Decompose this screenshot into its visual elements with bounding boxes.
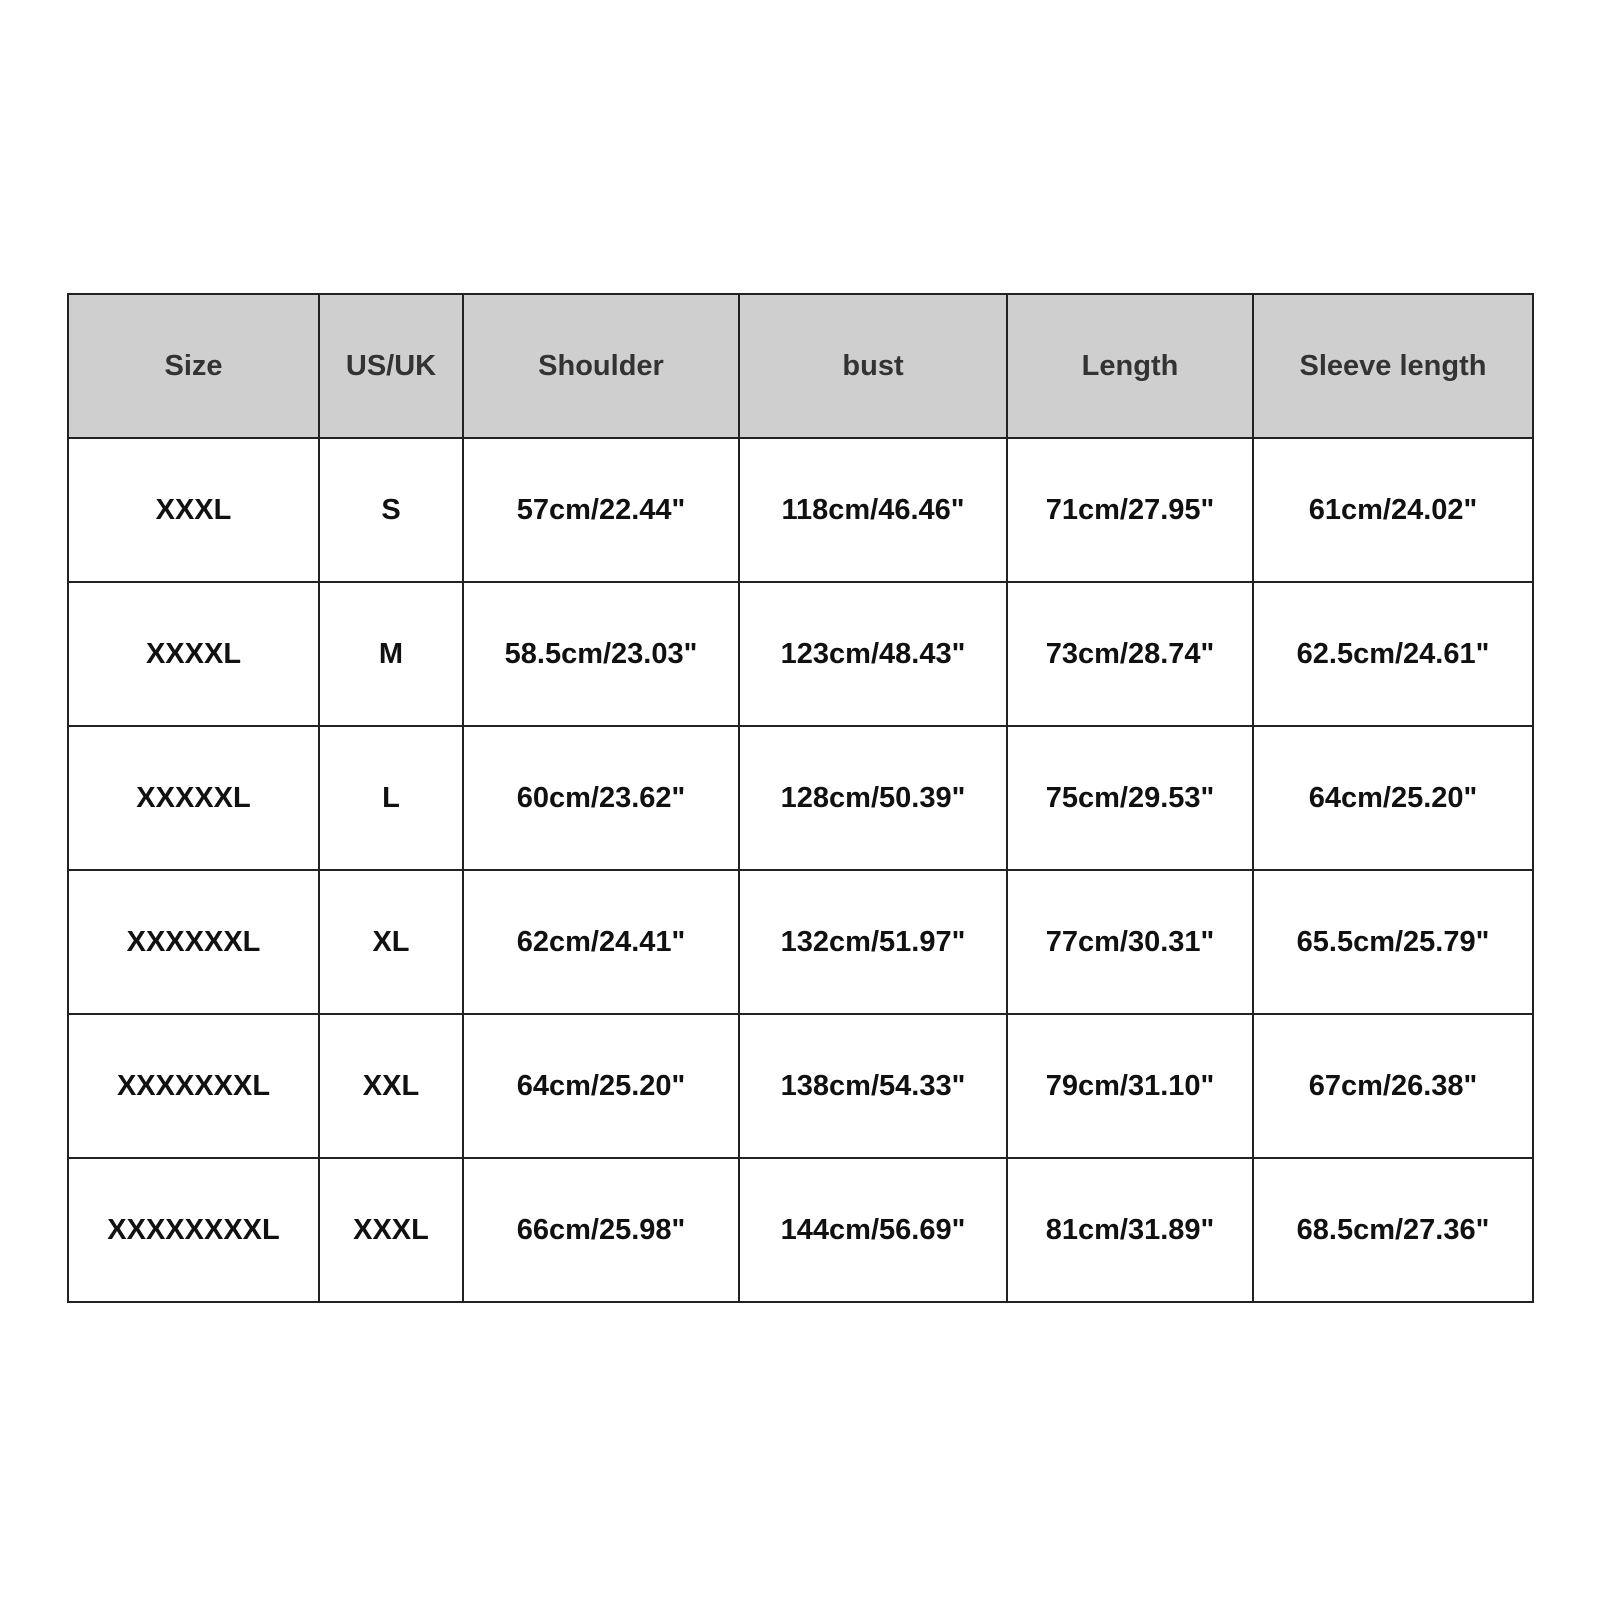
cell-shoulder: 62cm/24.41" [463,870,739,1014]
cell-length: 71cm/27.95" [1007,438,1253,582]
header-shoulder: Shoulder [463,294,739,438]
cell-length: 77cm/30.31" [1007,870,1253,1014]
cell-us-uk: XXL [319,1014,463,1158]
cell-size: XXXL [68,438,319,582]
table-header [68,294,1533,438]
cell-size: XXXXXXXL [68,1014,319,1158]
cell-sleeve-length: 64cm/25.20" [1253,726,1533,870]
table-body [68,438,1533,1302]
cell-size: XXXXXL [68,726,319,870]
cell-us-uk: XXXL [319,1158,463,1302]
table-row [68,1014,1533,1158]
cell-length: 79cm/31.10" [1007,1014,1253,1158]
cell-size: XXXXL [68,582,319,726]
cell-bust: 123cm/48.43" [739,582,1007,726]
cell-us-uk: L [319,726,463,870]
header-row [68,294,1533,438]
cell-size: XXXXXXL [68,870,319,1014]
cell-bust: 144cm/56.69" [739,1158,1007,1302]
table-row [68,726,1533,870]
cell-sleeve-length: 65.5cm/25.79" [1253,870,1533,1014]
header-us-uk: US/UK [319,294,463,438]
cell-shoulder: 58.5cm/23.03" [463,582,739,726]
table-row [68,582,1533,726]
cell-shoulder: 60cm/23.62" [463,726,739,870]
cell-length: 73cm/28.74" [1007,582,1253,726]
cell-sleeve-length: 61cm/24.02" [1253,438,1533,582]
cell-shoulder: 66cm/25.98" [463,1158,739,1302]
cell-shoulder: 64cm/25.20" [463,1014,739,1158]
header-sleeve-length: Sleeve length [1253,294,1533,438]
cell-length: 81cm/31.89" [1007,1158,1253,1302]
table-row [68,1158,1533,1302]
cell-sleeve-length: 68.5cm/27.36" [1253,1158,1533,1302]
header-length: Length [1007,294,1253,438]
table-row [68,870,1533,1014]
cell-us-uk: XL [319,870,463,1014]
cell-length: 75cm/29.53" [1007,726,1253,870]
cell-sleeve-length: 67cm/26.38" [1253,1014,1533,1158]
cell-bust: 132cm/51.97" [739,870,1007,1014]
cell-size: XXXXXXXXL [68,1158,319,1302]
cell-sleeve-length: 62.5cm/24.61" [1253,582,1533,726]
cell-bust: 128cm/50.39" [739,726,1007,870]
header-size: Size [68,294,319,438]
cell-bust: 138cm/54.33" [739,1014,1007,1158]
table-row [68,438,1533,582]
cell-us-uk: S [319,438,463,582]
cell-bust: 118cm/46.46" [739,438,1007,582]
cell-shoulder: 57cm/22.44" [463,438,739,582]
header-bust: bust [739,294,1007,438]
size-chart-table [67,293,1534,1303]
cell-us-uk: M [319,582,463,726]
